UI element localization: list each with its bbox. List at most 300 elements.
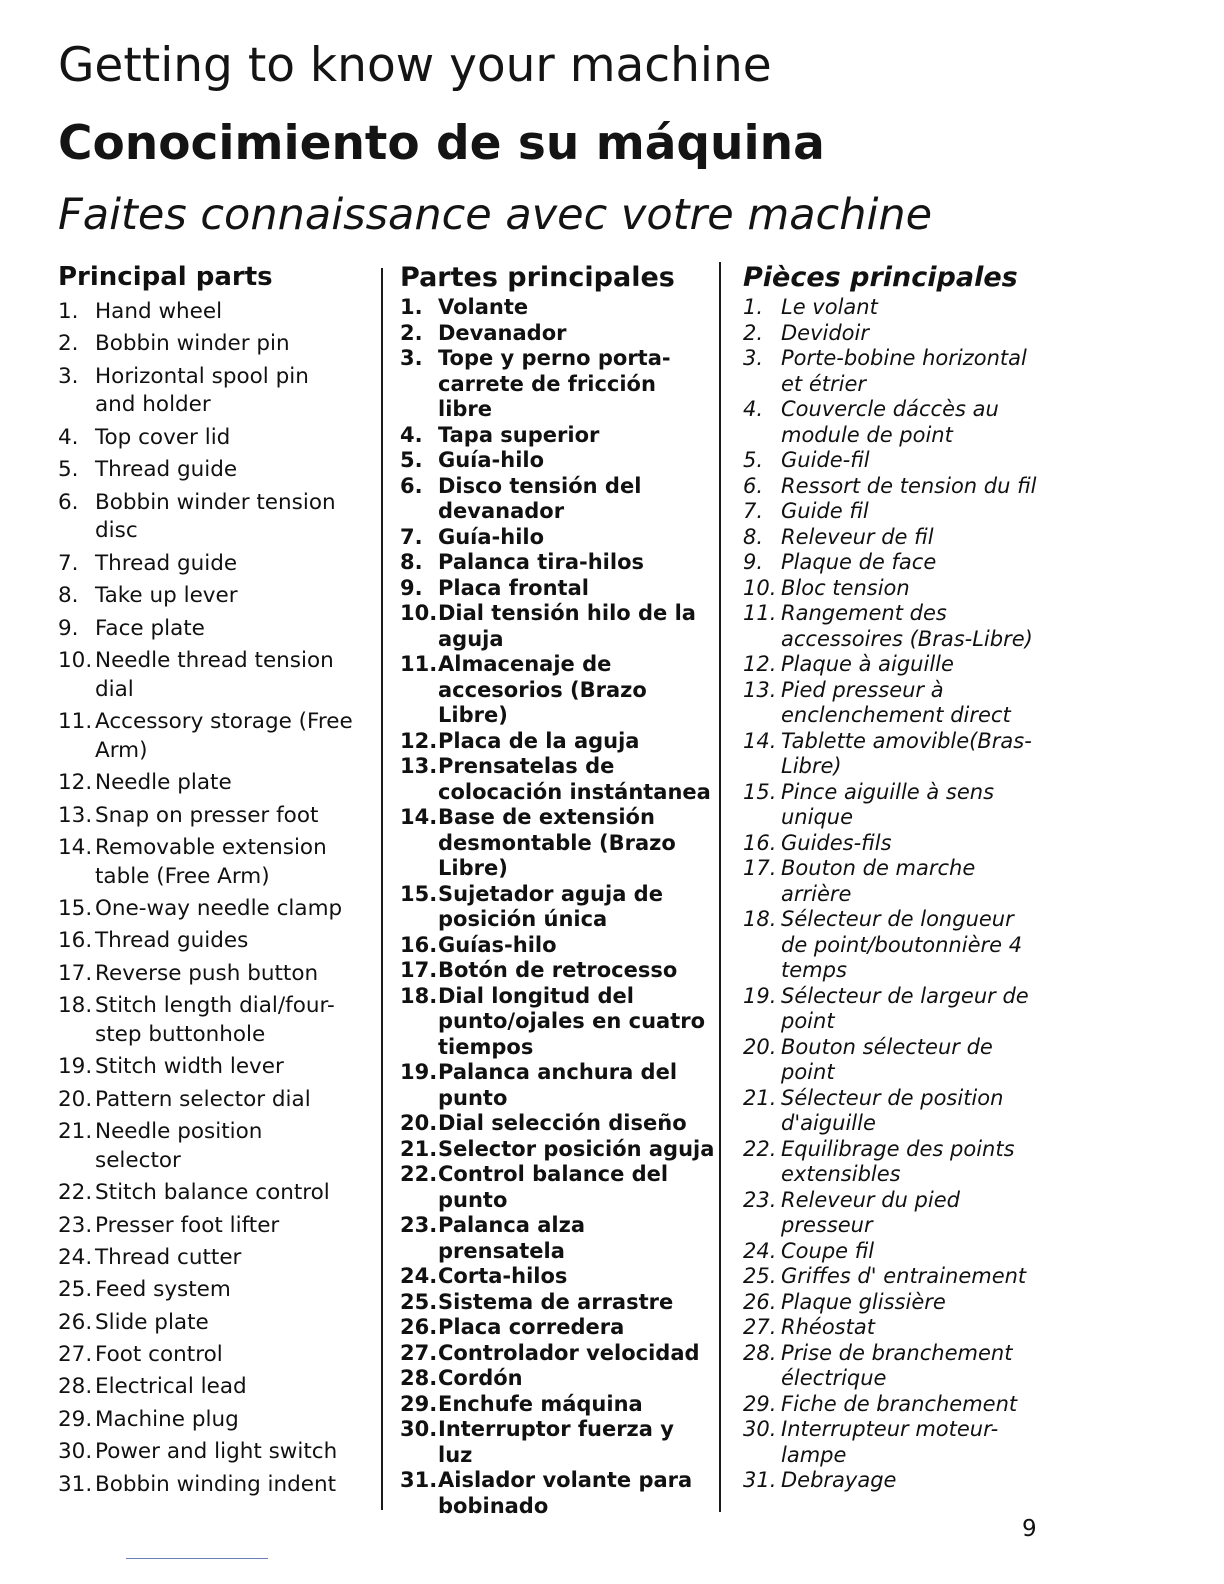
item-line: Palanca tira-hilos: [438, 550, 645, 574]
item-number: 10.: [743, 575, 777, 600]
list-item: [400, 550, 712, 576]
item-line: Corta-hilos: [438, 1264, 568, 1288]
list-item: [743, 652, 1043, 678]
item-text: [438, 652, 712, 729]
item-text: [781, 346, 1043, 397]
item-number: 16.: [743, 830, 777, 855]
item-line: Disco tensión del: [438, 473, 642, 498]
item-number: 31.: [400, 1468, 438, 1492]
item-line: Guides-fils: [781, 830, 892, 855]
item-text: [438, 1417, 712, 1468]
item-line: Take up lever: [95, 583, 238, 609]
item-text: [781, 474, 1043, 500]
list-item: [400, 321, 712, 347]
item-line: Reverse push button: [95, 960, 319, 986]
list-item: [743, 448, 1043, 474]
item-line: Snap on presser foot: [95, 802, 319, 828]
item-number: 19.: [400, 1060, 438, 1084]
item-number: 2.: [743, 320, 764, 345]
heading-principal-parts: Principal parts: [58, 262, 273, 292]
item-text: [95, 330, 370, 359]
item-number: 25.: [743, 1264, 777, 1288]
item-line: colocación instántanea: [438, 779, 711, 804]
list-item: [400, 729, 712, 755]
item-line: Placa corredera: [438, 1315, 625, 1339]
item-number: 24.: [58, 1244, 93, 1270]
item-line: punto: [438, 1085, 508, 1110]
item-text: [781, 780, 1043, 831]
item-text: [438, 1060, 712, 1111]
item-line: Releveur du pied: [781, 1187, 960, 1212]
item-number: 15.: [743, 779, 777, 804]
list-item: [58, 992, 370, 1049]
list-item: [743, 1315, 1043, 1341]
item-number: 3.: [400, 346, 423, 370]
item-line: Interruptor fuerza y: [438, 1417, 674, 1441]
list-item: [743, 1086, 1043, 1137]
item-line: Dial selección diseño: [438, 1111, 687, 1135]
item-number: 12.: [743, 652, 777, 676]
item-text: [438, 576, 712, 602]
item-text: [95, 1053, 370, 1082]
item-number: 7.: [58, 550, 79, 576]
list-item: [400, 295, 712, 321]
list-item: [743, 295, 1043, 321]
list-item: [58, 802, 370, 831]
item-text: [438, 601, 712, 652]
item-line: desmontable (Brazo: [438, 830, 676, 855]
item-line: temps: [781, 958, 847, 982]
item-line: Thread guide: [95, 457, 238, 483]
item-number: 30.: [58, 1439, 93, 1465]
list-item: [58, 424, 370, 453]
item-line: Palanca anchura del: [438, 1060, 678, 1084]
list-item: [58, 1373, 370, 1402]
item-number: 20.: [58, 1086, 93, 1112]
item-text: [781, 1290, 1043, 1316]
item-text: [438, 1366, 712, 1392]
item-number: 21.: [58, 1119, 93, 1145]
parts-list-french: [743, 295, 1043, 1494]
item-number: 8.: [58, 583, 79, 609]
list-item: [58, 298, 370, 327]
item-line: Presser foot lifter: [95, 1212, 280, 1238]
item-line: dial: [95, 676, 134, 702]
list-item: [58, 927, 370, 956]
item-line: aguja: [438, 626, 504, 651]
item-text: [438, 1290, 712, 1316]
item-line: Tapa superior: [438, 422, 600, 447]
list-item: [400, 984, 712, 1061]
item-number: 3.: [58, 363, 79, 389]
column-divider-left: [381, 268, 383, 1510]
item-line: Bouton de marche: [781, 856, 976, 880]
item-line: Plaque à aiguille: [781, 652, 954, 676]
item-number: 29.: [58, 1406, 93, 1432]
column-french: [743, 262, 1043, 1494]
item-number: 13.: [400, 754, 438, 778]
item-line: Prensatelas de: [438, 754, 615, 778]
list-item: [743, 984, 1043, 1035]
item-line: Debrayage: [781, 1468, 897, 1492]
item-line: Plaque glissière: [781, 1289, 946, 1314]
item-text: [438, 1264, 712, 1290]
item-line: Stitch width lever: [95, 1054, 284, 1080]
item-text: [781, 550, 1043, 576]
item-number: 14.: [58, 834, 93, 860]
item-number: 4.: [58, 424, 79, 450]
item-text: [95, 1086, 370, 1115]
item-number: 9.: [400, 575, 423, 600]
item-number: 11.: [58, 709, 93, 735]
list-item: [743, 1392, 1043, 1418]
item-line: presseur: [781, 1213, 873, 1237]
item-line: Fiche de branchement: [781, 1391, 1018, 1416]
item-number: 26.: [743, 1289, 777, 1314]
item-text: [95, 1309, 370, 1338]
item-line: Needle position: [95, 1119, 263, 1145]
item-line: tiempos: [438, 1034, 534, 1059]
item-text: [781, 984, 1043, 1035]
list-item: [400, 423, 712, 449]
list-item: [743, 550, 1043, 576]
item-number: 8.: [743, 524, 764, 549]
list-item: [400, 1468, 712, 1519]
item-line: Sélecteur de longueur: [781, 907, 1014, 931]
item-line: Sélecteur de position: [781, 1085, 1004, 1110]
item-text: [781, 856, 1043, 907]
item-number: 27.: [743, 1315, 777, 1339]
item-text: [438, 1468, 712, 1519]
item-line: Thread guide: [95, 550, 238, 576]
title-english: Getting to know your machine: [58, 38, 772, 93]
item-line: Needle thread tension: [95, 647, 334, 673]
list-item: [743, 499, 1043, 525]
item-number: 18.: [400, 983, 438, 1008]
item-text: [438, 729, 712, 755]
item-line: Bouton sélecteur de: [781, 1034, 993, 1059]
item-text: [438, 1213, 712, 1264]
list-item: [58, 895, 370, 924]
list-item: [58, 363, 370, 420]
list-item: [743, 1188, 1043, 1239]
item-number: 22.: [58, 1180, 93, 1206]
item-line: Guía-hilo: [438, 524, 545, 549]
item-number: 19.: [743, 983, 777, 1008]
item-text: [95, 1276, 370, 1305]
item-number: 25.: [400, 1289, 438, 1314]
item-number: 10.: [58, 647, 93, 673]
item-text: [95, 769, 370, 798]
item-number: 8.: [400, 550, 423, 574]
item-text: [95, 647, 370, 704]
list-item: [743, 678, 1043, 729]
item-text: [781, 831, 1043, 857]
item-line: Selector posición aguja: [438, 1136, 715, 1161]
list-item: [400, 1392, 712, 1418]
list-item: [400, 1111, 712, 1137]
item-number: 23.: [400, 1213, 438, 1237]
item-number: 3.: [743, 346, 764, 370]
item-text: [781, 525, 1043, 551]
item-number: 14.: [400, 805, 438, 829]
list-item: [400, 652, 712, 729]
list-item: [743, 601, 1043, 652]
item-number: 5.: [58, 457, 79, 483]
item-line: point: [781, 1060, 835, 1084]
item-line: extensibles: [781, 1162, 901, 1186]
item-line: Hand wheel: [95, 299, 223, 324]
item-line: Foot control: [95, 1342, 223, 1368]
item-line: Electrical lead: [95, 1374, 247, 1400]
item-text: [95, 895, 370, 924]
item-line: Bobbin winding indent: [95, 1471, 337, 1497]
item-line: arrière: [781, 881, 852, 906]
item-text: [95, 489, 370, 546]
item-line: Libre): [781, 754, 842, 778]
list-item: [400, 1417, 712, 1468]
item-number: 31.: [58, 1471, 93, 1497]
item-text: [781, 652, 1043, 678]
item-number: 26.: [58, 1309, 93, 1335]
list-item: [743, 525, 1043, 551]
item-line: Base de extensión: [438, 805, 655, 829]
item-line: Aislador volante para: [438, 1468, 693, 1492]
heading-partes-principales: Partes principales: [400, 262, 675, 293]
item-line: Guide fil: [781, 499, 869, 523]
item-line: de point/boutonnière 4: [781, 932, 1023, 957]
column-english: [58, 262, 370, 1503]
list-item: [743, 474, 1043, 500]
item-text: [781, 499, 1043, 525]
list-item: [400, 474, 712, 525]
list-item: [743, 907, 1043, 984]
item-number: 19.: [58, 1054, 93, 1080]
item-line: Porte-bobine horizontal: [781, 346, 1027, 370]
item-line: point: [781, 1009, 835, 1033]
item-number: 25.: [58, 1277, 93, 1303]
list-item: [400, 576, 712, 602]
list-item: [400, 958, 712, 984]
item-text: [438, 321, 712, 347]
item-line: bobinado: [438, 1493, 549, 1518]
item-line: Placa de la aguja: [438, 728, 640, 753]
item-line: Power and light switch: [95, 1439, 338, 1465]
item-number: 9.: [58, 615, 79, 641]
item-line: Pied presseur à: [781, 677, 944, 702]
item-line: Libre): [438, 856, 508, 880]
item-number: 10.: [400, 601, 438, 625]
item-number: 23.: [743, 1187, 777, 1212]
item-number: 12.: [400, 728, 438, 753]
item-text: [781, 295, 1043, 321]
item-line: Slide plate: [95, 1309, 209, 1335]
item-line: Arm): [95, 737, 148, 763]
item-text: [781, 1315, 1043, 1341]
item-number: 13.: [58, 802, 93, 828]
item-line: module de point: [781, 422, 953, 447]
item-line: Prise de branchement: [781, 1340, 1013, 1365]
item-number: 29.: [743, 1391, 777, 1416]
list-item: [400, 933, 712, 959]
item-number: 16.: [400, 932, 438, 957]
item-text: [438, 448, 712, 474]
item-number: 1.: [58, 299, 79, 324]
list-item: [58, 582, 370, 611]
item-line: Griffes d' entrainement: [781, 1264, 1027, 1288]
list-item: [743, 780, 1043, 831]
item-number: 30.: [743, 1417, 777, 1441]
item-text: [438, 295, 712, 321]
item-line: Sujetador aguja de: [438, 881, 663, 906]
list-item: [58, 708, 370, 765]
item-line: enclenchement direct: [781, 703, 1011, 727]
item-text: [781, 448, 1043, 474]
item-line: Plaque de face: [781, 550, 937, 574]
list-item: [58, 960, 370, 989]
list-item: [400, 1136, 715, 1163]
item-line: punto: [438, 1187, 508, 1212]
item-line: Sélecteur de largeur de: [781, 983, 1029, 1008]
item-text: [438, 984, 712, 1061]
item-line: Le volant: [781, 295, 878, 319]
item-text: [438, 882, 712, 933]
item-line: Bloc tension: [781, 575, 910, 600]
item-text: [95, 363, 370, 420]
item-text: [781, 678, 1043, 729]
item-text: [95, 615, 370, 644]
item-number: 2.: [58, 331, 79, 357]
item-number: 30.: [400, 1417, 438, 1441]
item-number: 6.: [58, 489, 79, 515]
item-line: Removable extension: [95, 834, 327, 860]
item-line: Needle plate: [95, 770, 232, 796]
item-text: [781, 1341, 1043, 1392]
item-text: [95, 1212, 370, 1241]
item-line: table (Free Arm): [95, 863, 270, 889]
title-french: Faites connaissance avec votre machine: [58, 190, 933, 240]
item-line: Cordón: [438, 1366, 523, 1390]
item-text: [95, 802, 370, 831]
item-line: électrique: [781, 1366, 887, 1390]
item-number: 17.: [400, 958, 438, 982]
item-text: [95, 1118, 370, 1175]
item-text: [95, 708, 370, 765]
list-item: [58, 1179, 370, 1208]
item-line: Accessory storage (Free: [95, 709, 353, 735]
item-text: [95, 582, 370, 611]
list-item: [743, 1341, 1043, 1392]
item-line: Feed system: [95, 1277, 231, 1303]
item-number: 6.: [743, 473, 764, 498]
item-line: Tablette amovible(Bras-: [781, 728, 1032, 753]
column-divider-right: [719, 262, 721, 1512]
item-text: [438, 1137, 714, 1163]
item-line: step buttonhole: [95, 1021, 266, 1047]
item-line: unique: [781, 805, 854, 829]
item-line: d'aiguille: [781, 1111, 876, 1135]
list-item: [400, 1290, 712, 1316]
item-line: Interrupteur moteur-: [781, 1417, 999, 1441]
list-item: [743, 1290, 1043, 1316]
item-text: [781, 576, 1043, 602]
item-text: [95, 298, 370, 327]
item-number: 7.: [743, 499, 764, 523]
list-item: [400, 346, 712, 423]
item-line: Thread cutter: [95, 1244, 242, 1270]
item-number: 9.: [743, 550, 764, 574]
item-number: 21.: [743, 1085, 777, 1110]
item-line: carrete de fricción: [438, 371, 656, 396]
item-line: Stitch length dial/four-: [95, 993, 335, 1019]
item-text: [781, 1264, 1043, 1290]
item-line: Guía-hilo: [438, 448, 545, 472]
list-item: [58, 1309, 370, 1338]
item-line: selector: [95, 1147, 181, 1173]
list-item: [743, 1239, 1043, 1265]
item-text: [438, 423, 712, 449]
list-item: [58, 550, 370, 579]
item-number: 5.: [743, 448, 764, 472]
item-line: and holder: [95, 392, 211, 418]
item-line: punto/ojales en cuatro: [438, 1009, 706, 1033]
item-text: [95, 927, 370, 956]
item-text: [781, 1468, 1043, 1494]
item-text: [781, 601, 1043, 652]
item-number: 22.: [400, 1162, 438, 1186]
item-number: 1.: [743, 295, 764, 319]
item-number: 5.: [400, 448, 423, 472]
item-line: Devidoir: [781, 320, 869, 345]
item-line: Rhéostat: [781, 1315, 875, 1339]
item-text: [438, 1111, 712, 1137]
item-line: Thread guides: [95, 928, 249, 954]
item-line: accessoires (Bras-Libre): [781, 626, 1033, 651]
column-spanish: [400, 262, 715, 1519]
item-line: Rangement des: [781, 601, 947, 625]
list-item: [400, 525, 712, 551]
item-number: 23.: [58, 1212, 93, 1238]
item-text: [781, 1239, 1043, 1265]
item-text: [438, 805, 712, 882]
item-text: [438, 958, 712, 984]
list-item: [400, 754, 712, 805]
item-text: [95, 1438, 370, 1467]
item-line: Stitch balance control: [95, 1180, 330, 1206]
item-number: 6.: [400, 473, 423, 498]
item-line: Releveur de fil: [781, 524, 934, 549]
item-line: devanador: [438, 499, 565, 523]
list-item: [743, 1264, 1043, 1290]
footer-rule: [126, 1558, 268, 1559]
item-line: Face plate: [95, 615, 205, 641]
item-number: 29.: [400, 1391, 438, 1416]
item-number: 4.: [743, 397, 764, 421]
list-item: [58, 769, 370, 798]
item-text: [95, 424, 370, 453]
item-line: accesorios (Brazo: [438, 677, 647, 702]
list-item: [58, 1086, 370, 1115]
list-item: [400, 1341, 712, 1367]
item-text: [95, 834, 370, 891]
item-line: Coupe fil: [781, 1238, 875, 1263]
item-text: [438, 754, 712, 805]
item-line: Botón de retrocesso: [438, 958, 678, 982]
item-number: 1.: [400, 295, 423, 319]
item-number: 20.: [743, 1034, 777, 1059]
list-item: [400, 448, 712, 474]
list-item: [743, 1035, 1043, 1086]
